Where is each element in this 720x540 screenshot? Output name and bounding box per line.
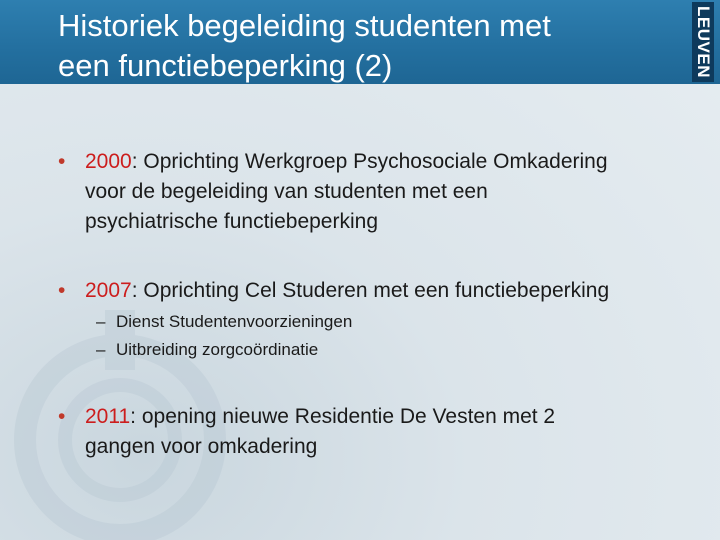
- bullet-text-line-2: gangen voor omkadering: [85, 435, 318, 458]
- title-line-2: een functiebeperking (2): [58, 48, 393, 83]
- bullet-text: [85, 402, 705, 462]
- bullet-text-line-1: : Oprichting Werkgroep Psychosociale Omkadering: [131, 150, 608, 173]
- bullet-text: [85, 276, 705, 306]
- bullet-year: 2007: [85, 279, 132, 302]
- bullet-text-line-2: voor de begeleiding van studenten met een: [85, 180, 488, 203]
- sub-item-marker: –: [96, 312, 106, 331]
- sub-item-text: Uitbreiding zorgcoördinatie: [116, 340, 319, 359]
- logo-text: LEUVEN: [694, 6, 713, 78]
- bullet-text-line-1: : opening nieuwe Residentie De Vesten met 2: [130, 405, 556, 428]
- title-line-1: Historiek begeleiding studenten met: [58, 8, 551, 43]
- bullet-marker: •: [58, 405, 66, 428]
- bullet-year: 2000: [85, 150, 132, 173]
- bullet-text-line-1: : Oprichting Cel Studeren met een functiebeperking: [131, 279, 610, 302]
- bullet-text: [85, 147, 705, 237]
- bullet-marker: •: [58, 150, 66, 173]
- sub-item-text: Dienst Studentenvoorzieningen: [116, 312, 353, 331]
- sub-item-marker: –: [96, 340, 106, 359]
- bullet-text-line-3: psychiatrische functiebeperking: [85, 210, 378, 233]
- bullet-year: 2011: [85, 405, 131, 428]
- bullet-marker: •: [58, 279, 66, 302]
